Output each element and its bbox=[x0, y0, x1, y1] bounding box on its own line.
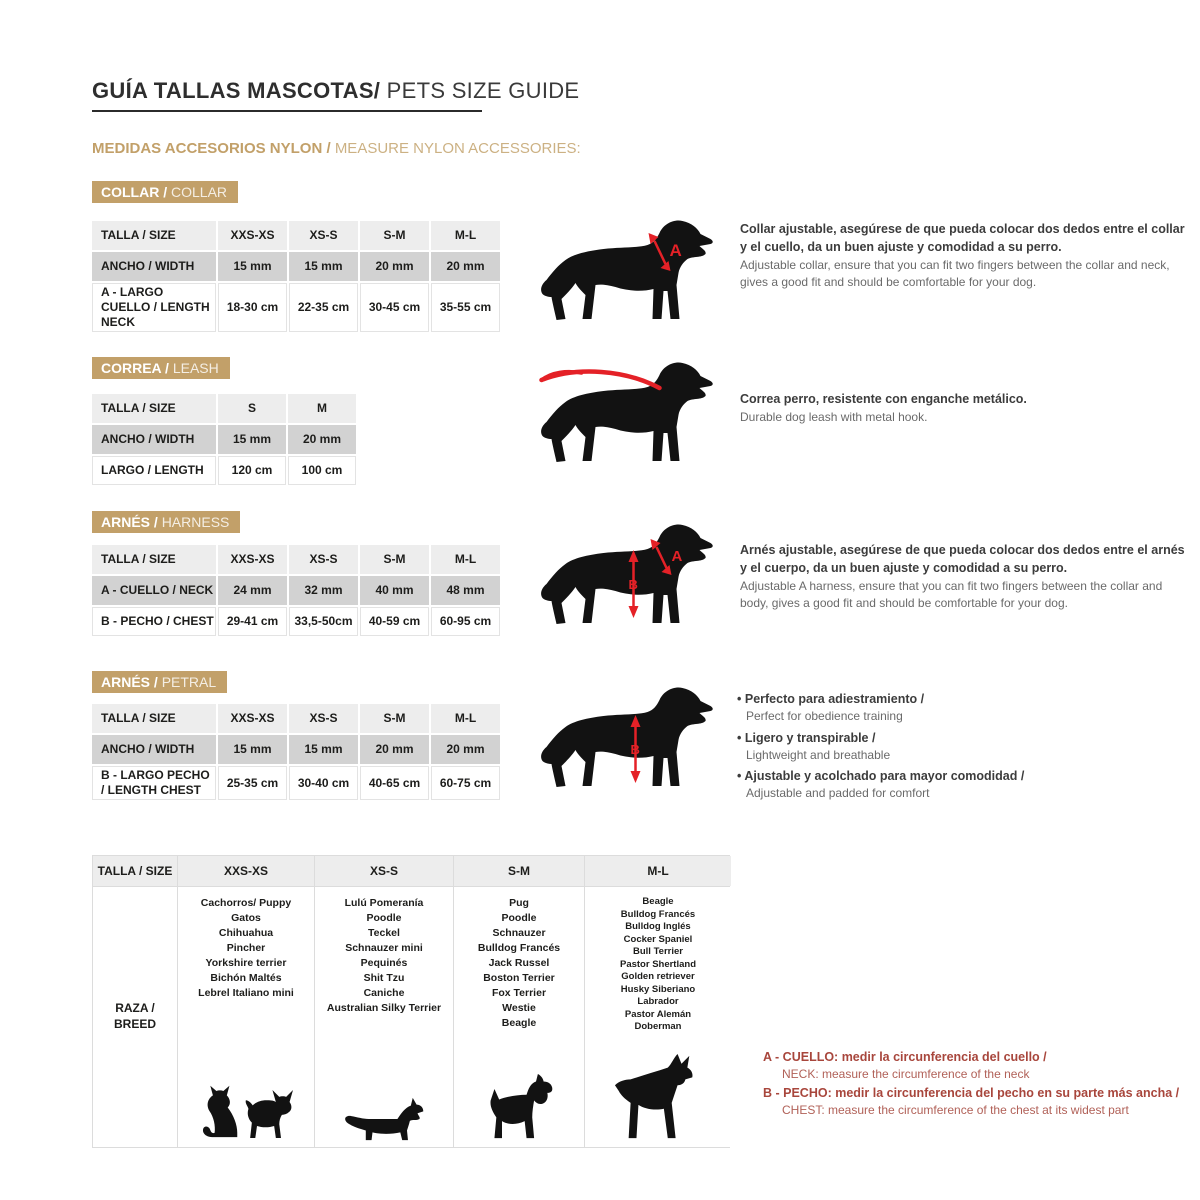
value-cell: 30-40 cm bbox=[289, 766, 358, 800]
note-a-neck bbox=[763, 1048, 1195, 1084]
svg-text:A: A bbox=[669, 241, 682, 260]
value-cell: 40-59 cm bbox=[360, 607, 429, 636]
svg-text:B: B bbox=[630, 742, 640, 757]
breed-table-header-cell: M-L bbox=[585, 856, 731, 886]
note-text-es: B - PECHO: medir la circunferencia del pecho en su parte más ancha / bbox=[763, 1085, 1180, 1100]
breed-table-header-cell: TALLA / SIZE bbox=[93, 856, 177, 886]
table-row bbox=[92, 766, 500, 800]
table-header-cell: TALLA / SIZE bbox=[92, 704, 216, 733]
value-cell: 48 mm bbox=[431, 576, 500, 605]
collar-dog-illustration bbox=[535, 216, 730, 331]
note-text-en: CHEST: measure the circumference of the chest at its widest part bbox=[782, 1102, 1129, 1117]
page-title-es: GUÍA TALLAS MASCOTAS/ bbox=[92, 78, 381, 103]
breed-item: Poodle bbox=[501, 912, 537, 924]
value-cell: 24 mm bbox=[218, 576, 287, 605]
breed-item: Bulldog Inglés bbox=[625, 921, 691, 932]
harness-description: Arnés ajustable, asegúrese de que pueda colocar dos dedos entre el arnés y el cuerpo, da un buen ajuste y comodidad a su perro. Adjustable A harness, ensure that you can fit two fingers between the collar and body, gives a good fit and should be comfortable for your dog. bbox=[740, 543, 1185, 611]
breed-item: Lebrel Italiano mini bbox=[198, 987, 294, 999]
breed-item: Westie bbox=[502, 1002, 536, 1014]
table-header-row bbox=[92, 394, 356, 423]
petral-dog-illustration bbox=[535, 683, 730, 798]
chest-measure-b-marker bbox=[629, 550, 639, 618]
section-subtitle: MEDIDAS ACCESORIOS NYLON / MEASURE NYLON ACCESSORIES: bbox=[92, 140, 581, 157]
table-header-row bbox=[92, 545, 500, 574]
table-header-cell: S-M bbox=[360, 221, 429, 250]
page-title bbox=[92, 78, 579, 104]
value-cell: 120 cm bbox=[218, 456, 286, 485]
breed-item: Boston Terrier bbox=[483, 972, 555, 984]
table-row bbox=[92, 607, 500, 636]
value-cell: 20 mm bbox=[360, 252, 429, 281]
cat-icon bbox=[199, 1080, 239, 1142]
dog-silhouette-icon bbox=[541, 525, 713, 624]
feature-text-en: Adjustable and padded for comfort bbox=[746, 786, 930, 801]
leash-line-marker bbox=[542, 372, 660, 388]
breed-item: Cachorros/ Puppy bbox=[200, 897, 292, 909]
row-label-cell: ANCHO / WIDTH bbox=[92, 425, 216, 454]
breed-list bbox=[327, 896, 441, 1016]
table-header-cell: S bbox=[218, 394, 286, 423]
value-cell: 25-35 cm bbox=[218, 766, 287, 800]
harness-dog-illustration bbox=[535, 520, 730, 635]
harness-size-table bbox=[92, 545, 500, 636]
feature-text-es: • Ajustable y acolchado para mayor comodidad / bbox=[737, 767, 1185, 785]
breed-column-xxs-xs bbox=[178, 887, 314, 1147]
breed-item: Labrador bbox=[637, 996, 679, 1007]
svg-text:B: B bbox=[628, 577, 638, 592]
dachshund-icon bbox=[343, 1096, 425, 1142]
breed-list bbox=[198, 896, 294, 1001]
breed-item: Doberman bbox=[634, 1021, 682, 1032]
petral-feature-list bbox=[737, 690, 1185, 806]
leash-size-table bbox=[92, 394, 356, 485]
breed-list bbox=[478, 896, 560, 1031]
leash-badge: CORREA / LEASH bbox=[92, 357, 230, 379]
feature-text-es: • Ligero y transpirable / bbox=[737, 729, 1185, 747]
table-row bbox=[92, 252, 500, 281]
breed-item: Pug bbox=[509, 897, 529, 909]
value-cell: 40 mm bbox=[360, 576, 429, 605]
table-header-row bbox=[92, 704, 500, 733]
petral-badge: ARNÉS / PETRAL bbox=[92, 671, 227, 693]
row-label-cell: ANCHO / WIDTH bbox=[92, 735, 216, 764]
breed-item: Teckel bbox=[368, 927, 400, 939]
chest-measure-b-marker bbox=[631, 715, 641, 783]
value-cell: 15 mm bbox=[289, 735, 358, 764]
row-label-cell: A - LARGO CUELLO / LENGTH NECK bbox=[92, 283, 216, 332]
breed-column-xs-s bbox=[315, 887, 453, 1147]
measurement-notes bbox=[763, 1048, 1195, 1119]
breed-item: Bichón Maltés bbox=[210, 972, 282, 984]
value-cell: 18-30 cm bbox=[218, 283, 287, 332]
note-text-en: NECK: measure the circumference of the neck bbox=[782, 1067, 1030, 1082]
note-b-chest bbox=[763, 1084, 1195, 1120]
dog-silhouette-icon bbox=[541, 688, 713, 787]
value-cell: 32 mm bbox=[289, 576, 358, 605]
table-header-row bbox=[92, 221, 500, 250]
breed-item: Bulldog Francés bbox=[620, 908, 696, 920]
row-label-cell: B - LARGO PECHO / LENGTH CHEST bbox=[92, 766, 216, 800]
value-cell: 15 mm bbox=[289, 252, 358, 281]
breed-item: Chihuahua bbox=[218, 927, 274, 939]
breed-item: Caniche bbox=[363, 987, 405, 999]
table-header-cell: XXS-XS bbox=[218, 545, 287, 574]
value-cell: 29-41 cm bbox=[218, 607, 287, 636]
breed-silhouettes bbox=[485, 1072, 553, 1142]
table-header-cell: XS-S bbox=[289, 221, 358, 250]
breed-table-header-cell: XS-S bbox=[315, 856, 453, 886]
table-header-cell: S-M bbox=[360, 704, 429, 733]
breed-item: Fox Terrier bbox=[491, 987, 547, 999]
petral-size-table bbox=[92, 704, 500, 800]
breed-column-s-m bbox=[454, 887, 584, 1147]
breed-silhouettes bbox=[199, 1080, 293, 1142]
breed-item: Beagle bbox=[501, 1017, 537, 1029]
value-cell: 100 cm bbox=[288, 456, 356, 485]
value-cell: 20 mm bbox=[360, 735, 429, 764]
table-header-cell: TALLA / SIZE bbox=[92, 221, 216, 250]
breed-item: Jack Russel bbox=[488, 957, 550, 969]
table-header-cell: XXS-XS bbox=[218, 221, 287, 250]
breed-item: Pastor Alemán bbox=[624, 1008, 692, 1020]
row-label-cell: ANCHO / WIDTH bbox=[92, 252, 216, 281]
table-row bbox=[92, 735, 500, 764]
value-cell: 22-35 cm bbox=[289, 283, 358, 332]
breed-item: Schnauzer mini bbox=[345, 942, 423, 954]
feature-text-en: Perfect for obedience training bbox=[746, 709, 903, 724]
feature-item bbox=[737, 767, 1185, 803]
breed-item: Cocker Spaniel bbox=[623, 933, 693, 945]
value-cell: 20 mm bbox=[288, 425, 356, 454]
table-header-cell: XS-S bbox=[289, 545, 358, 574]
value-cell: 33,5-50cm bbox=[289, 607, 358, 636]
breed-table-header-cell: XXS-XS bbox=[178, 856, 314, 886]
leash-dog-illustration bbox=[535, 358, 730, 473]
breed-size-table bbox=[92, 855, 730, 1148]
collar-description: Collar ajustable, asegúrese de que pueda colocar dos dedos entre el collar y el cuello, da un buen ajuste y comodidad a su perro. Adjustable collar, ensure that you can fit two fingers between the collar and neck, gives a good fit and should be comfortable for your dog. bbox=[740, 222, 1185, 290]
row-label-cell: A - CUELLO / NECK bbox=[92, 576, 216, 605]
table-header-cell: M-L bbox=[431, 704, 500, 733]
table-row bbox=[92, 576, 500, 605]
table-header-cell: M-L bbox=[431, 545, 500, 574]
table-header-cell: TALLA / SIZE bbox=[92, 545, 216, 574]
breed-item: Pastor Shertland bbox=[619, 958, 697, 970]
breed-item: Bulldog Francés bbox=[477, 942, 561, 954]
table-header-cell: S-M bbox=[360, 545, 429, 574]
title-underline bbox=[92, 110, 482, 112]
chihuahua-icon bbox=[245, 1086, 293, 1142]
doberman-icon bbox=[613, 1052, 703, 1142]
page-title-en: PETS SIZE GUIDE bbox=[380, 78, 580, 103]
breed-item: Poodle bbox=[366, 912, 402, 924]
value-cell: 20 mm bbox=[431, 252, 500, 281]
value-cell: 60-95 cm bbox=[431, 607, 500, 636]
table-header-cell: XXS-XS bbox=[218, 704, 287, 733]
breed-item: Shit Tzu bbox=[363, 972, 405, 984]
breed-silhouettes bbox=[343, 1096, 425, 1142]
row-label-cell: LARGO / LENGTH bbox=[92, 456, 216, 485]
value-cell: 15 mm bbox=[218, 252, 287, 281]
collar-size-table bbox=[92, 221, 500, 332]
note-text-es: A - CUELLO: medir la circunferencia del cuello / bbox=[763, 1050, 1047, 1064]
row-label-cell: B - PECHO / CHEST bbox=[92, 607, 216, 636]
table-header-cell: XS-S bbox=[289, 704, 358, 733]
value-cell: 20 mm bbox=[431, 735, 500, 764]
feature-text-es: • Perfecto para adiestramiento / bbox=[737, 690, 1185, 708]
feature-text-en: Lightweight and breathable bbox=[746, 747, 891, 762]
breed-silhouettes bbox=[613, 1052, 703, 1142]
value-cell: 60-75 cm bbox=[431, 766, 500, 800]
value-cell: 15 mm bbox=[218, 735, 287, 764]
breed-column-m-l bbox=[585, 887, 731, 1147]
breed-item: Schnauzer bbox=[492, 927, 546, 939]
table-row bbox=[92, 456, 356, 485]
breed-item: Australian Silky Terrier bbox=[326, 1002, 442, 1014]
dog-silhouette-icon bbox=[541, 221, 713, 320]
value-cell: 30-45 cm bbox=[360, 283, 429, 332]
table-row bbox=[92, 283, 500, 332]
breed-item: Lulú Pomeranía bbox=[344, 897, 424, 909]
feature-item bbox=[737, 729, 1185, 765]
value-cell: 15 mm bbox=[218, 425, 286, 454]
svg-text:A: A bbox=[671, 548, 683, 565]
breed-item: Bull Terrier bbox=[633, 946, 683, 957]
table-header-cell: M bbox=[288, 394, 356, 423]
breed-item: Pincher bbox=[226, 942, 266, 954]
schnauzer-icon bbox=[485, 1072, 553, 1142]
value-cell: 35-55 cm bbox=[431, 283, 500, 332]
value-cell: 40-65 cm bbox=[360, 766, 429, 800]
breed-item: Yorkshire terrier bbox=[205, 957, 287, 969]
collar-badge: COLLAR / COLLAR bbox=[92, 181, 238, 203]
breed-item: Beagle bbox=[642, 896, 674, 907]
breed-table-header-cell: S-M bbox=[454, 856, 584, 886]
breed-list bbox=[620, 896, 696, 1034]
breed-row-label: RAZA / BREED bbox=[93, 887, 177, 1147]
table-header-cell: TALLA / SIZE bbox=[92, 394, 216, 423]
leash-description: Correa perro, resistente con enganche metálico. Durable dog leash with metal hook. bbox=[740, 392, 1027, 424]
breed-item: Pequinés bbox=[360, 957, 408, 969]
harness-badge: ARNÉS / HARNESS bbox=[92, 511, 240, 533]
feature-item bbox=[737, 690, 1185, 726]
breed-item: Husky Siberiano bbox=[620, 983, 696, 995]
breed-item: Gatos bbox=[231, 912, 261, 924]
table-header-cell: M-L bbox=[431, 221, 500, 250]
breed-item: Golden retriever bbox=[621, 971, 695, 982]
table-row bbox=[92, 425, 356, 454]
